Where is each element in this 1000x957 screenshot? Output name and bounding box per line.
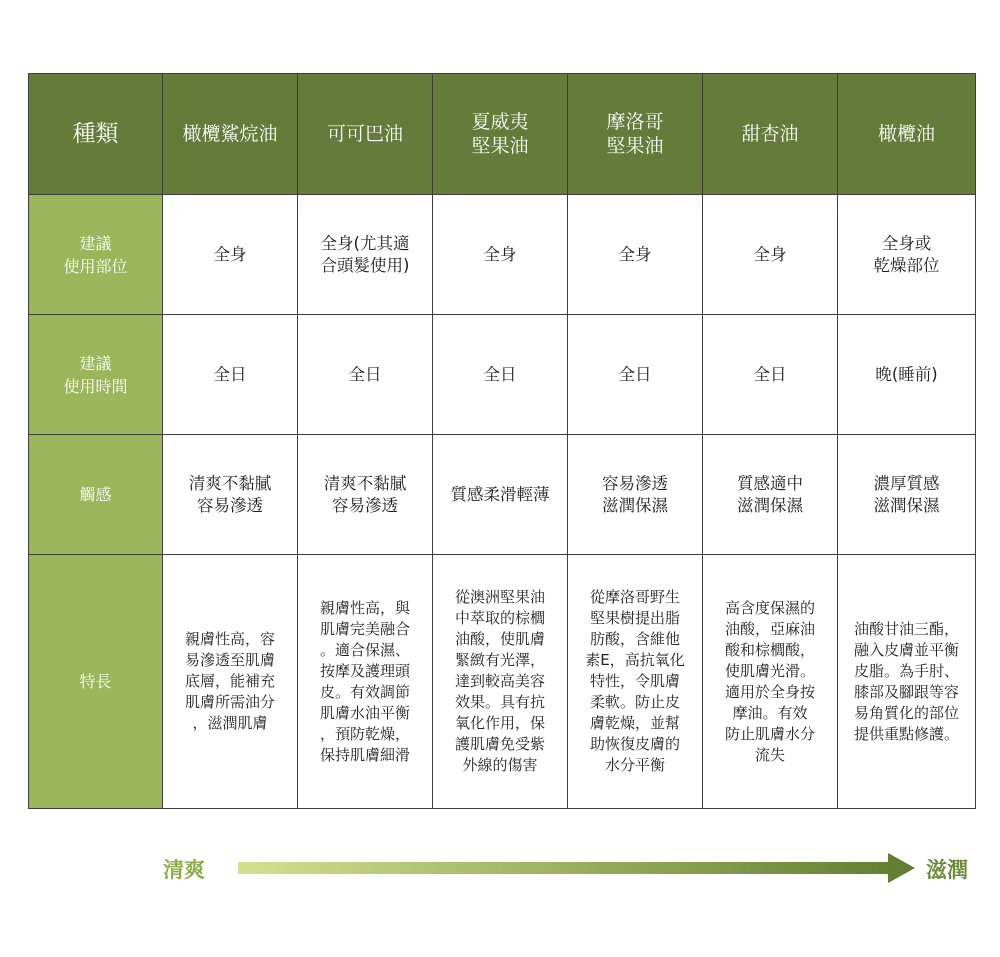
table-cell: 高含度保濕的 油酸，亞麻油 酸和棕櫚酸， 使肌膚光滑。 適用於全身按 摩油。有效 防止肌膚水分 流失 [703, 555, 838, 809]
legend-left-label: 清爽 [163, 858, 205, 882]
oil-comparison-table [28, 73, 976, 809]
table-cell: 全日 [568, 315, 703, 435]
header-row [29, 74, 976, 195]
header-olive-oil: 橄欖油 [838, 74, 976, 195]
row-label-texture: 觸感 [29, 435, 163, 555]
table-cell: 全日 [703, 315, 838, 435]
table-cell: 油酸甘油三酯， 融入皮膚並平衡 皮脂。為手肘、 膝部及腳跟等容 易角質化的部位 提供重點修護。 [838, 555, 976, 809]
table-cell: 全身或 乾燥部位 [838, 195, 976, 315]
row-label-usage-time: 建議 使用時間 [29, 315, 163, 435]
table-cell: 親膚性高，與 肌膚完美融合 。適合保濕、 按摩及護理頭 皮。有效調節 肌膚水油平衡 ，預防乾燥， 保持肌膚細滑 [298, 555, 433, 809]
table-row-features [29, 555, 976, 809]
table-cell: 質感柔滑輕薄 [433, 435, 568, 555]
header-type: 種類 [29, 74, 163, 195]
table-cell: 清爽不黏膩 容易滲透 [163, 435, 298, 555]
row-label-usage-area: 建議 使用部位 [29, 195, 163, 315]
table-cell: 全身 [433, 195, 568, 315]
table-row-usage-area [29, 195, 976, 315]
table-cell: 從摩洛哥野生 堅果樹提出脂 肪酸，含維他 素E，高抗氧化 特性，令肌膚 柔軟。防止皮 膚乾燥，並幫 助恢復皮膚的 水分平衡 [568, 555, 703, 809]
header-macadamia-oil: 夏威夷 堅果油 [433, 74, 568, 195]
table-cell: 晚(睡前) [838, 315, 976, 435]
table-cell: 全身(尤其適 合頭髮使用) [298, 195, 433, 315]
table-row-usage-time [29, 315, 976, 435]
header-argan-oil: 摩洛哥 堅果油 [568, 74, 703, 195]
legend-right-label: 滋潤 [926, 858, 968, 882]
table-cell: 全日 [433, 315, 568, 435]
table-cell: 從澳洲堅果油 中萃取的棕櫚 油酸，使肌膚 緊緻有光澤， 達到較高美容 效果。具有抗 氧化作用，保 護肌膚免受紫 外線的傷害 [433, 555, 568, 809]
row-label-features: 特長 [29, 555, 163, 809]
header-sweet-almond-oil: 甜杏油 [703, 74, 838, 195]
table-cell: 全身 [163, 195, 298, 315]
table-row-texture [29, 435, 976, 555]
table-cell: 清爽不黏膩 容易滲透 [298, 435, 433, 555]
header-olive-squalane-oil: 橄欖鯊烷油 [163, 74, 298, 195]
table-cell: 質感適中 滋潤保濕 [703, 435, 838, 555]
table-cell: 容易滲透 滋潤保濕 [568, 435, 703, 555]
table-cell: 全身 [568, 195, 703, 315]
header-cocoa-butter: 可可巴油 [298, 74, 433, 195]
table-cell: 濃厚質感 滋潤保濕 [838, 435, 976, 555]
table-cell: 全身 [703, 195, 838, 315]
table-cell: 全日 [298, 315, 433, 435]
table-cell: 全日 [163, 315, 298, 435]
table-cell: 親膚性高，容 易滲透至肌膚 底層，能補充 肌膚所需油分 ，滋潤肌膚 [163, 555, 298, 809]
texture-scale-legend [0, 848, 1000, 888]
gradient-arrow-icon [238, 848, 918, 888]
